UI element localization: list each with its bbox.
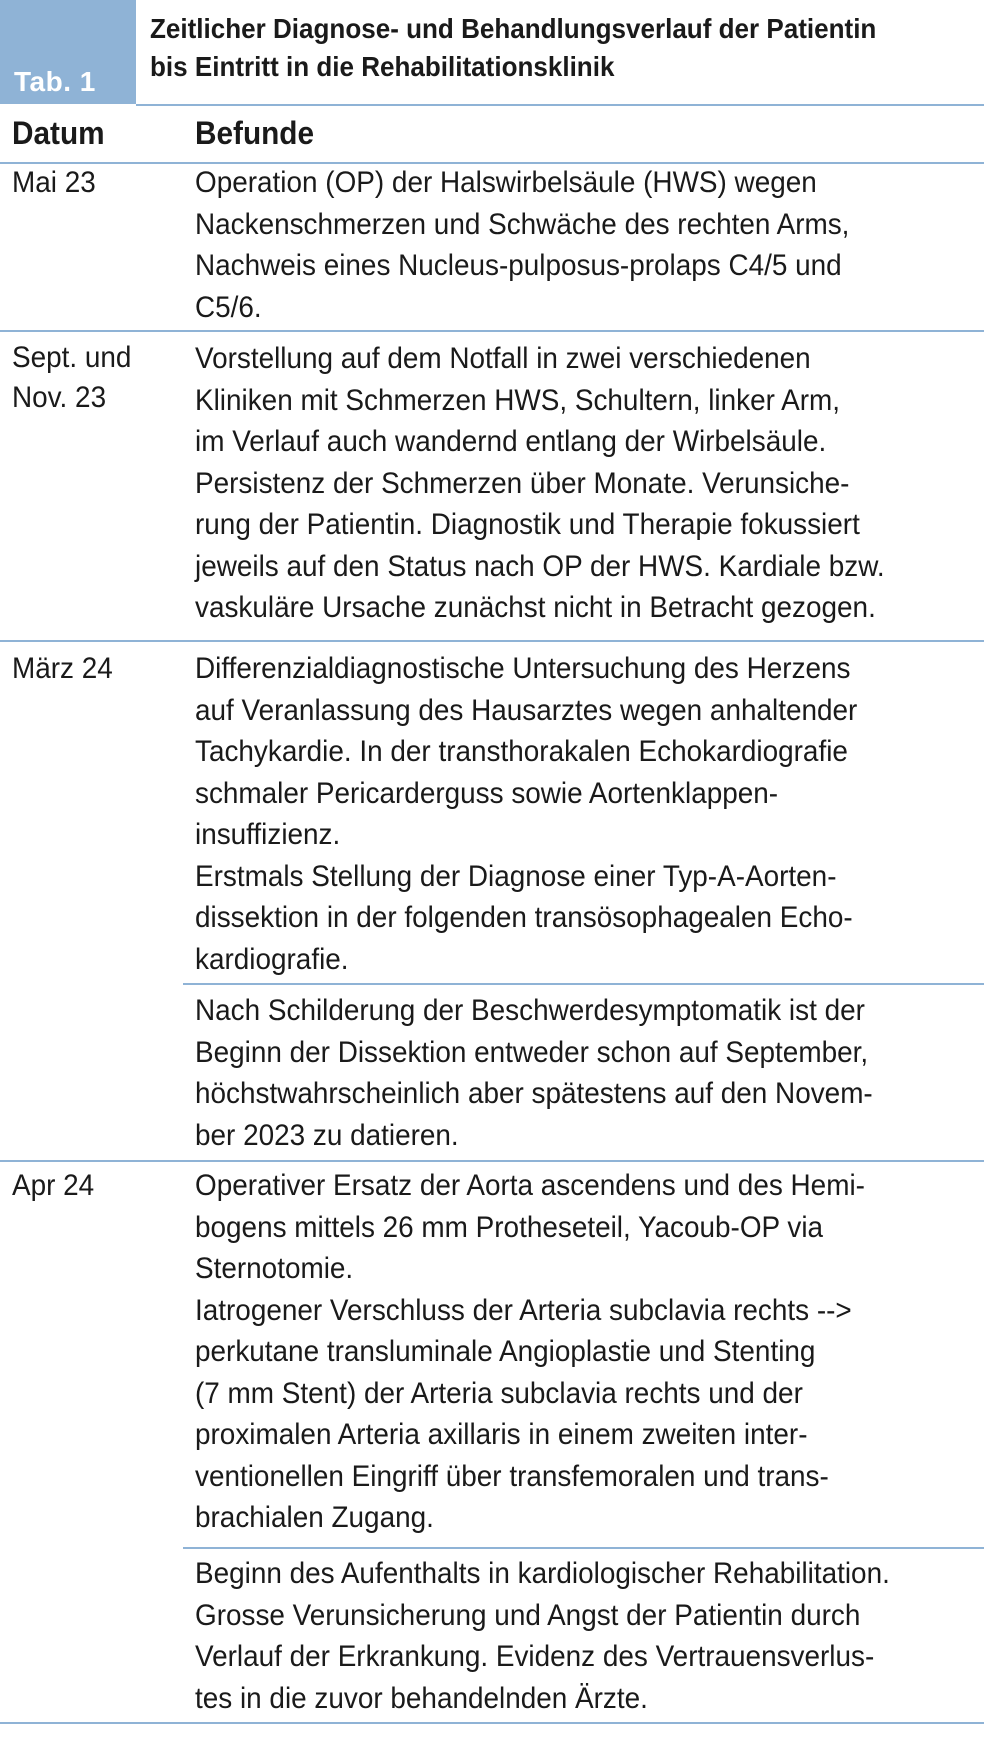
- column-header-date: Datum: [12, 115, 105, 151]
- table-label-badge: [0, 0, 136, 104]
- column-header-findings: Befunde: [195, 115, 315, 151]
- row-4-findings: Operativer Ersatz der Aorta ascendens und des Hemi- bogens mittels 26 mm Protheseteil, Yacoub-OP via Sternotomie. Iatrogener Verschluss der Arteria subclavia rechts --> perkutane transluminale Angioplastie und Stenting (7 mm Stent) der Arteria subclavia rechts und der proximalen Arteria axillaris in einem zweiten inter- ventionellen Eingriff über transfemoralen und trans- brachialen Zugang.: [195, 1169, 865, 1534]
- row-1-date: Mai 23: [12, 166, 96, 199]
- table-label: Tab. 1: [14, 66, 96, 97]
- table-title-line-2: bis Eintritt in die Rehabilitationsklinik: [150, 51, 615, 82]
- row-3-date: März 24: [12, 652, 113, 685]
- row-2-findings: Vorstellung auf dem Notfall in zwei verschiedenen Kliniken mit Schmerzen HWS, Schultern, linker Arm, im Verlauf auch wandernd entlang der Wirbelsäule. Persistenz der Schmerzen über Monate. Verunsiche- rung der Patientin. Diagnostik und Therapie fokussiert jeweils auf den Status nach OP der HWS. Kardiale bzw. vaskuläre Ursache zunächst nicht in Betracht gezogen.: [195, 342, 885, 624]
- table-bottom-rule: [0, 1722, 984, 1724]
- column-header-row: [0, 106, 984, 162]
- table-title: [150, 10, 922, 86]
- row-divider: [0, 1160, 984, 1162]
- row-4-date: Apr 24: [12, 1169, 95, 1202]
- row-2-date: Sept. und Nov. 23: [12, 341, 132, 414]
- row-3-findings-continued: Nach Schilderung der Beschwerdesymptomatik ist der Beginn der Dissektion entweder schon auf September, höchstwahrscheinlich aber spätestens auf den Novem- ber 2023 zu datieren.: [195, 994, 873, 1152]
- row-divider: [0, 330, 984, 332]
- table-header: [0, 0, 984, 104]
- row-divider: [0, 640, 984, 642]
- subrow-divider: [183, 1547, 984, 1549]
- row-3-findings: Differenzialdiagnostische Untersuchung des Herzens auf Veranlassung des Hausarztes wegen anhaltender Tachykardie. In der transthorakalen Echokardiografie schmaler Pericarderguss sowie Aortenklappen- insuffizienz. Erstmals Stellung der Diagnose einer Typ-A-Aorten- dissektion in der folgenden transösophagealen Echo- kardiografie.: [195, 652, 858, 976]
- row-4-findings-continued: Beginn des Aufenthalts in kardiologischer Rehabilitation. Grosse Verunsicherung und Angst der Patientin durch Verlauf der Erkrankung. Evidenz des Vertrauensverlus- tes in die zuvor behandelnden Ärzte.: [195, 1557, 890, 1715]
- subrow-divider: [183, 983, 984, 985]
- row-1-findings: Operation (OP) der Halswirbelsäule (HWS) wegen Nackenschmerzen und Schwäche des rechten Arms, Nachweis eines Nucleus-pulposus-prolaps C4/5 und C5/6.: [195, 166, 850, 324]
- table-title-line-1: Zeitlicher Diagnose- und Behandlungsverlauf der Patientin: [150, 13, 877, 44]
